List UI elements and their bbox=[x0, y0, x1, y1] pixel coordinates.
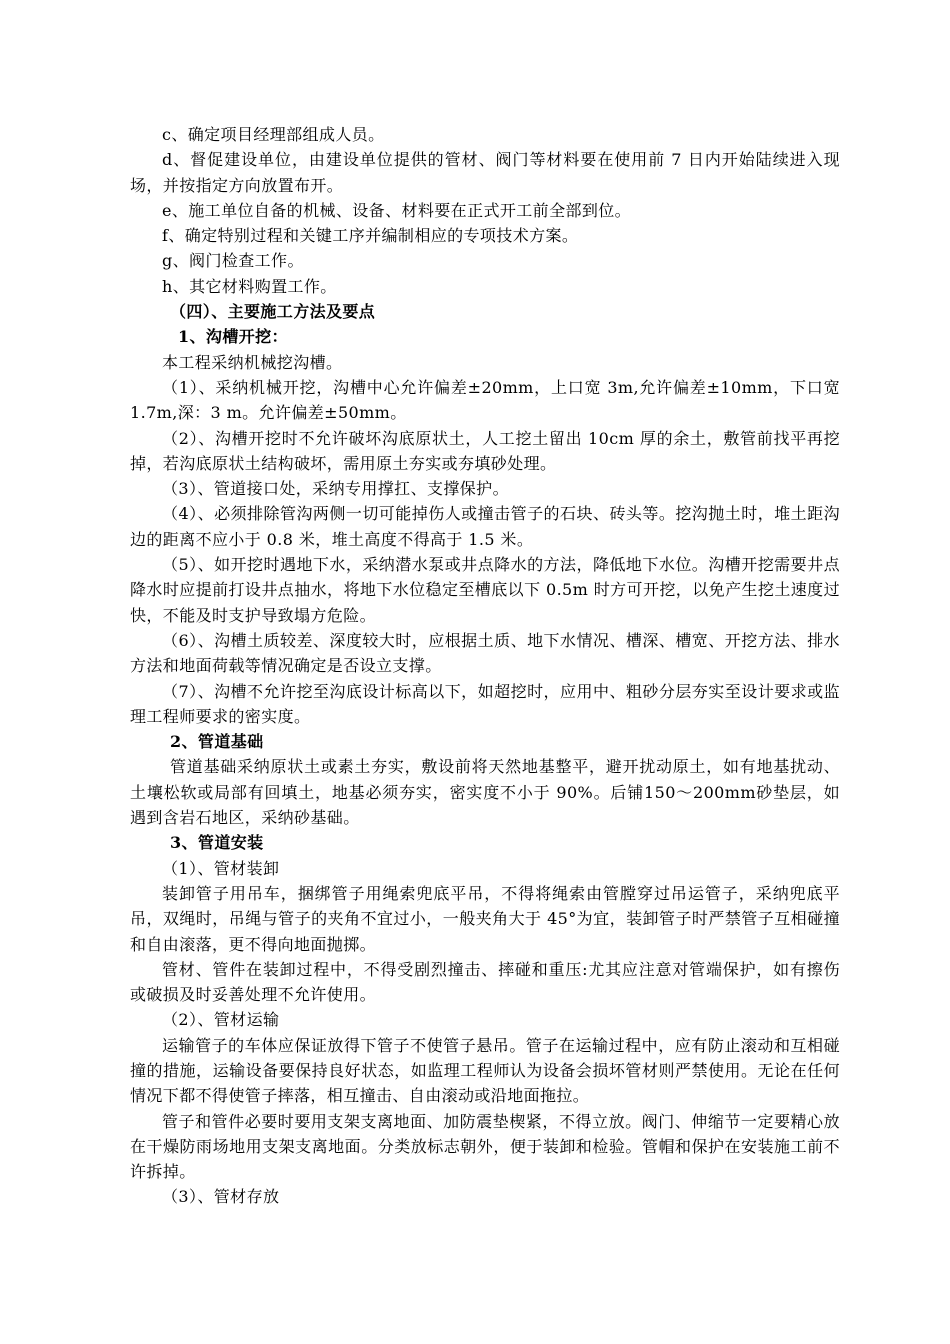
paragraph-trench-1: （1）、采纳机械开挖，沟槽中心允许偏差±20mm，上口宽 3m,允许偏差±10mm，下口宽 1.7m,深：3 m。允许偏差±50mm。 bbox=[130, 377, 840, 423]
subheading-pipe-foundation: 2、管道基础 bbox=[170, 732, 264, 752]
paragraph-trench-2: （2）、沟槽开挖时不允许破坏沟底原状土，人工挖土留出 10cm 厚的余土，敷管前找平再挖掉，若沟底原状土结构破坏，需用原土夯实或夯填砂处理。 bbox=[130, 428, 840, 473]
paragraph-prep-h: h、其它材料购置工作。 bbox=[162, 276, 337, 296]
paragraph-trench-6: （6）、沟槽土质较差、深度较大时，应根据土质、地下水情况、槽深、槽宽、开挖方法、排水方法和地面荷载等情况确定是否设立支撑。 bbox=[130, 630, 840, 676]
subheading-pipe-installation: 3、管道安装 bbox=[170, 833, 264, 853]
paragraph-trench-4: （4）、必须排除管沟两侧一切可能掉伤人或撞击管子的石块、砖头等。挖沟抛土时，堆土距沟边的距离不应小于 0.8 米，堆土高度不得高于 1.5 米。 bbox=[130, 504, 840, 549]
paragraph-pipe-loading-1: 装卸管子用吊车，捆绑管子用绳索兜底平吊，不得将绳索由管膛穿过吊运管子，采纳兜底平吊，双绳时，吊绳与管子的夹角不宜过小，一般夹角大于 45°为宜，装卸管子时严禁管子互相碰撞和自由滚落，更不得向地面抛掷。 bbox=[130, 883, 840, 954]
paragraph-prep-f: f、确定特别过程和关键工序并编制相应的专项技术方案。 bbox=[162, 226, 579, 246]
paragraph-pipe-foundation: 管道基础采纳原状土或素土夯实，敷设前将天然地基整平，避开扰动原土，如有地基扰动、土壤松软或局部有回填土，地基必须夯实，密实度不小于 90%。后铺150～200mm砂垫层，如遇到含岩石地区，采纳砂基础。 bbox=[130, 757, 840, 828]
paragraph-pipe-transport-2: 管子和管件必要时要用支架支离地面、加防震垫楔紧，不得立放。阀门、伸缩节一定要精心放在干燥防雨场地用支架支离地面。分类放标志朝外，便于装卸和检验。管帽和保护在安装施工前不许拆掉。 bbox=[130, 1111, 840, 1182]
paragraph-pipe-loading-2: 管材、管件在装卸过程中，不得受剧烈撞击、摔碰和重压:尤其应注意对管端保护，如有擦伤或破损及时妥善处理不允许使用。 bbox=[130, 959, 840, 1005]
paragraph-prep-d: d、督促建设单位，由建设单位提供的管材、阀门等材料要在使用前 7 日内开始陆续进入现场，并按指定方向放置布开。 bbox=[130, 150, 840, 195]
subheading-pipe-transport: （2）、管材运输 bbox=[162, 1010, 280, 1030]
paragraph-prep-c: c、确定项目经理部组成人员。 bbox=[162, 125, 385, 144]
paragraph-trench-7: （7）、沟槽不允许挖至沟底设计标高以下，如超挖时，应用中、粗砂分层夯实至设计要求或监理工程师要求的密实度。 bbox=[130, 681, 840, 726]
paragraph-trench-3: （3）、管道接口处，采纳专用撑扛、支撑保护。 bbox=[162, 479, 509, 499]
document-body bbox=[130, 122, 840, 1210]
paragraph-prep-e: e、施工单位自备的机械、设备、材料要在正式开工前全部到位。 bbox=[162, 200, 632, 220]
section-heading-4: （四）、主要施工方法及要点 bbox=[170, 302, 376, 322]
subheading-pipe-storage: （3）、管材存放 bbox=[162, 1187, 280, 1207]
paragraph-prep-g: g、阀门检查工作。 bbox=[162, 251, 304, 271]
subheading-trench-excavation: 1、沟槽开挖： bbox=[178, 327, 288, 347]
paragraph-trench-intro: 本工程采纳机械挖沟槽。 bbox=[162, 352, 343, 372]
subheading-pipe-loading: （1）、管材装卸 bbox=[162, 858, 280, 878]
paragraph-trench-5: （5）、如开挖时遇地下水，采纳潜水泵或井点降水的方法，降低地下水位。沟槽开挖需要井点降水时应提前打设井点抽水，将地下水位稳定至槽底以下 0.5m 时方可开挖，以免产生挖土速度过快，不能及时支护导致塌方危险。 bbox=[130, 555, 840, 625]
paragraph-pipe-transport-1: 运输管子的车体应保证放得下管子不使管子悬吊。管子在运输过程中，应有防止滚动和互相碰撞的措施，运输设备要保持良好状态，如监理工程师认为设备会损坏管材则严禁使用。无论在任何情况下都不得使管子摔落，相互撞击、自由滚动或沿地面拖拉。 bbox=[130, 1035, 840, 1106]
